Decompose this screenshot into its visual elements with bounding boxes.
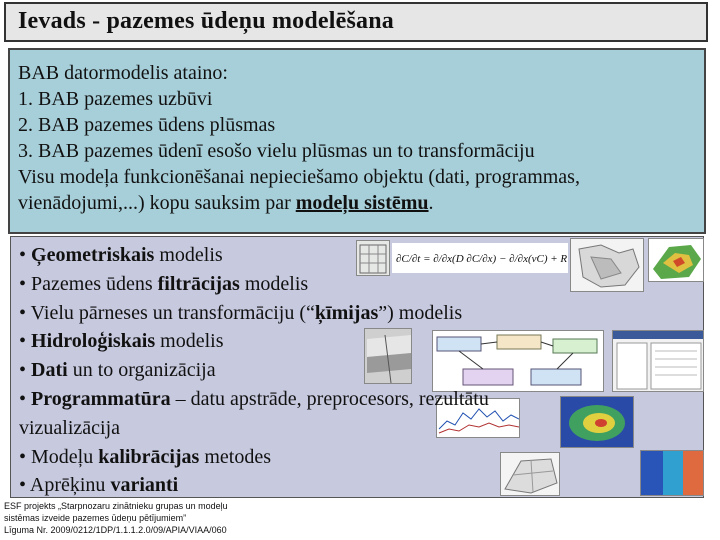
list-item [19,356,695,385]
intro-line: 2. BAB pazemes ūdens plūsmas [18,114,276,136]
intro-box [8,48,706,234]
model-system-term: modeļu sistēmu [295,192,429,214]
intro-text: vienādojumi,...) kopu sauksim par [18,192,296,214]
item-text: • [19,244,32,266]
topics-list [10,236,704,498]
item-keyword: Dati [31,359,68,382]
list-item [19,241,695,270]
list-item [19,299,695,328]
footer-line: ESF projekts „Starpnozaru zinātnieku grupas un modeļu [4,501,228,511]
item-keyword: varianti [110,474,179,497]
item-keyword: filtrācijas [157,272,240,295]
item-text: • Pazemes ūdens [19,272,158,295]
slide-title: Ievads - pazemes ūdeņu modelēšana [18,8,394,34]
intro-text: . [428,192,434,214]
list-item [19,385,695,414]
item-text: • Aprēķinu [19,474,111,497]
item-keyword: ķīmijas [314,301,379,324]
list-item [19,443,695,472]
item-text: modelis [154,244,223,266]
item-text: • Modeļu [19,445,99,468]
item-text: • [19,359,32,382]
item-text: • [19,387,32,410]
item-text: • Vielu pārneses un transformāciju (“ [19,301,315,324]
item-text: metodes [199,445,271,468]
footer-line: Līguma Nr. 2009/0212/1DP/1.1.1.2.0/09/APIA/VIAA/060 [4,525,227,535]
list-item [19,270,695,299]
item-keyword: Ģeometriskais [31,244,155,266]
footer-citation [4,500,228,536]
intro-line-term [18,190,696,216]
item-keyword: Programmatūra [31,387,171,410]
item-text: modelis [239,272,309,295]
intro-line: Visu modeļa funkcionēšanai nepieciešamo objektu (dati, programmas, [18,166,580,188]
list-item [19,471,695,500]
item-keyword: Hidroloģiskais [31,330,156,353]
item-text: – datu apstrāde, preprocesors, rezultātu [170,387,489,410]
item-text: un to organizācija [67,359,216,382]
item-text: modelis [155,330,224,353]
item-text: • [19,330,32,353]
list-item [19,414,695,443]
intro-line: 3. BAB pazemes ūdenī esošo vielu plūsmas un to transformāciju [18,140,535,162]
item-keyword: kalibrācijas [98,445,200,468]
title-box [4,2,708,42]
intro-line: 1. BAB pazemes uzbūvi [18,88,213,110]
svg-text:∂C/∂t = ∂/∂x(D ∂C/∂x) − ∂/∂x(v: ∂C/∂t = ∂/∂x(D ∂C/∂x) − ∂/∂x(vC) + R [396,253,568,265]
intro-line: BAB datormodelis ataino: [18,62,228,84]
item-text: ”) modelis [378,301,463,324]
list-item [19,327,695,356]
item-text: vizualizācija [19,416,121,439]
footer-line: sistēmas izveide pazemes ūdeņu pētījumiem” [4,513,187,523]
